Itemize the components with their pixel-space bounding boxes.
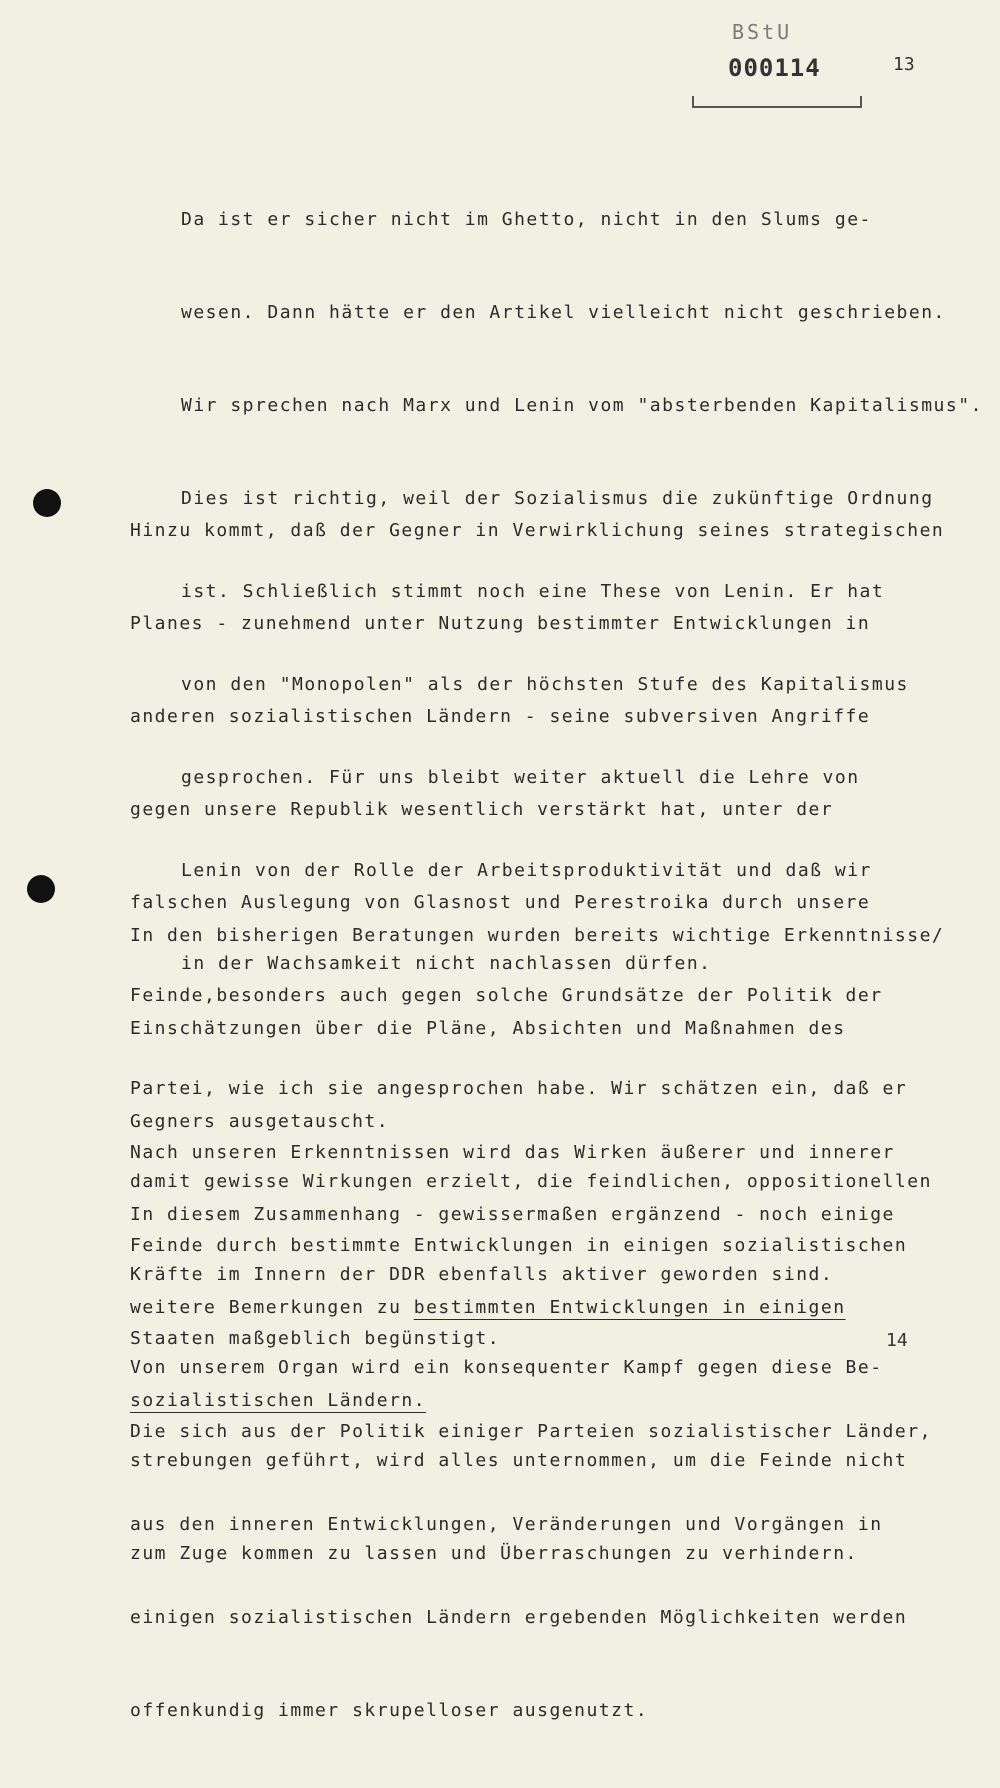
text-line: Da ist er sicher nicht im Ghetto, nicht in den Slums ge-	[181, 209, 872, 230]
text-line: Nach unseren Erkenntnissen wird das Wirken äußerer und innerer	[130, 1142, 895, 1163]
stamp-underline	[694, 106, 860, 108]
text-line: Feinde,besonders auch gegen solche Grundsätze der Politik der	[130, 985, 883, 1006]
text-line: Gegners ausgetauscht.	[130, 1111, 390, 1132]
text-line: Planes - zunehmend unter Nutzung bestimmter Entwicklungen in	[130, 613, 871, 634]
text-line: von den "Monopolen" als der höchsten Stufe des Kapitalismus	[181, 674, 909, 695]
text-line: damit gewisse Wirkungen erzielt, die feindlichen, oppositionellen	[130, 1171, 932, 1192]
text-line: strebungen geführt, wird alles unternommen, um die Feinde nicht	[130, 1450, 908, 1471]
underlined-emphasis: sozialistischen Ländern.	[130, 1390, 427, 1411]
underlined-emphasis: bestimmten Entwicklungen in einigen	[413, 1297, 846, 1318]
archive-stamp	[692, 12, 862, 108]
text-line: Einschätzungen über die Pläne, Absichten und Maßnahmen des	[130, 1018, 846, 1039]
text-line: zum Zuge kommen zu lassen und Überraschungen zu verhindern.	[130, 1543, 858, 1564]
text-line: wesen. Dann hätte er den Artikel vielleicht nicht geschrieben.	[181, 302, 946, 323]
text-line: Wir sprechen nach Marx und Lenin vom "absterbenden Kapitalismus".	[181, 395, 983, 416]
text-line: Die sich aus der Politik einiger Parteien sozialistischer Länder,	[130, 1421, 932, 1442]
punch-hole-icon	[27, 875, 55, 903]
text-line: Partei, wie ich sie angesprochen habe. Wir schätzen ein, daß er	[130, 1078, 908, 1099]
text-line: In diesem Zusammenhang - gewissermaßen ergänzend - noch einige	[130, 1204, 895, 1225]
stamp-number: 000114	[728, 54, 821, 82]
text-line: in der Wachsamkeit nicht nachlassen dürfen.	[181, 953, 712, 974]
text-line: Lenin von der Rolle der Arbeitsproduktivität und daß wir	[181, 860, 872, 881]
paragraph-findings	[130, 1075, 932, 1788]
stamp-label: BStU	[732, 20, 793, 44]
text-line: Dies ist richtig, weil der Sozialismus die zukünftige Ordnung	[181, 488, 934, 509]
text-line: Feinde durch bestimmte Entwicklungen in einigen sozialistischen	[130, 1235, 908, 1256]
text-line: gegen unsere Republik wesentlich verstärkt hat, unter der	[130, 799, 834, 820]
text-line: Von unserem Organ wird ein konsequenter Kampf gegen diese Be-	[130, 1357, 883, 1378]
next-page-number: 14	[886, 1330, 908, 1351]
text-line: gesprochen. Für uns bleibt weiter aktuell die Lehre von	[181, 767, 860, 788]
text-line: Staaten maßgeblich begünstigt.	[130, 1328, 501, 1349]
text-line: einigen sozialistischen Ländern ergebenden Möglichkeiten werden	[130, 1607, 908, 1628]
text-line: offenkundig immer skrupelloser ausgenutzt.	[130, 1700, 649, 1721]
text-line: anderen sozialistischen Ländern - seine subversiven Angriffe	[130, 706, 871, 727]
page-number: 13	[893, 54, 915, 75]
text-line: falschen Auslegung von Glasnost und Perestroika durch unsere	[130, 892, 871, 913]
text-line: Kräfte im Innern der DDR ebenfalls aktiver geworden sind.	[130, 1264, 834, 1285]
text-line: aus den inneren Entwicklungen, Veränderungen und Vorgängen in	[130, 1514, 883, 1535]
text-line: In den bisherigen Beratungen wurden bereits wichtige Erkenntnisse/	[130, 925, 945, 946]
text-line: ist. Schließlich stimmt noch eine These von Lenin. Er hat	[181, 581, 885, 602]
stamp-bracket-right	[860, 96, 862, 108]
punch-hole-icon	[33, 489, 61, 517]
text-segment: weitere Bemerkungen zu	[130, 1297, 414, 1318]
text-line: Hinzu kommt, daß der Gegner in Verwirklichung seines strategischen	[130, 520, 945, 541]
